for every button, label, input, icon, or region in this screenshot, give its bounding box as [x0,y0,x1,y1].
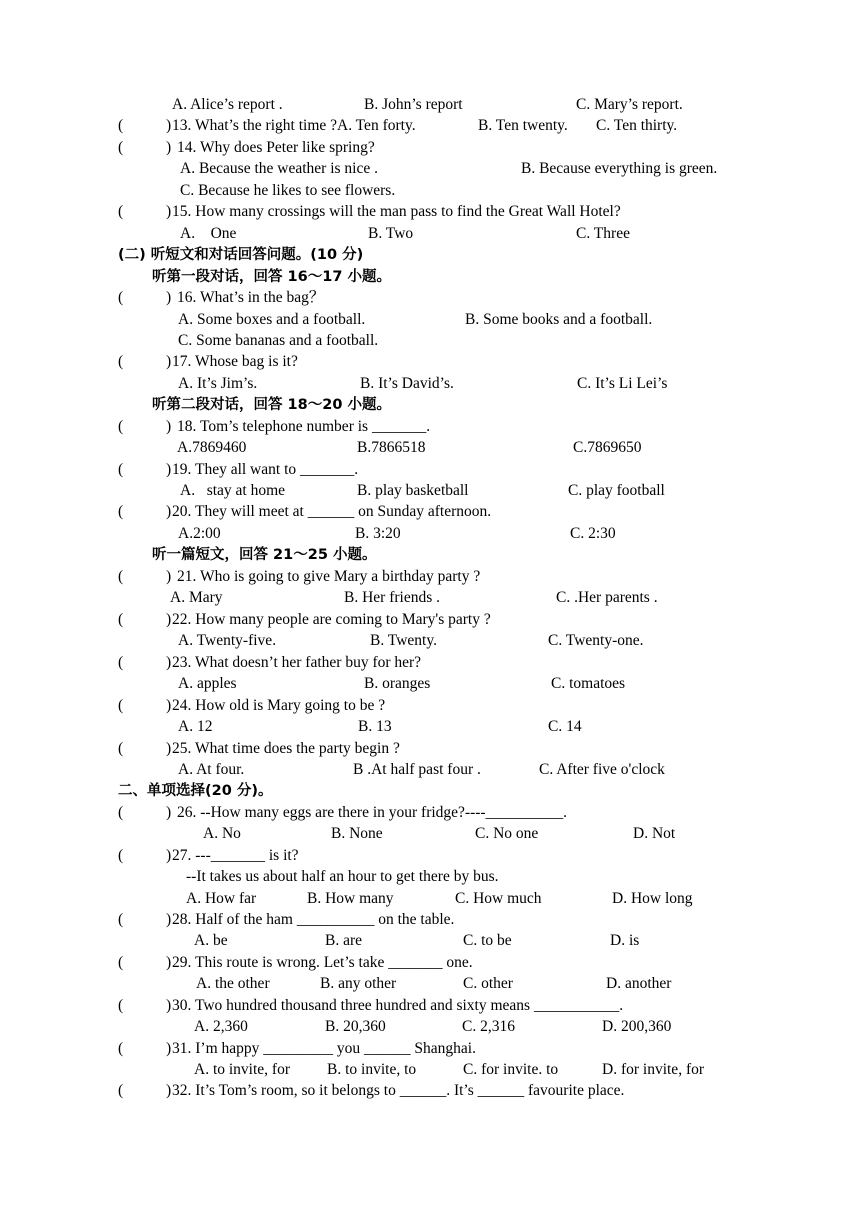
q23-stem: 23. What doesn’t her father buy for her? [172,654,422,671]
q31-option-d: D. for invite, for [602,1061,705,1078]
answer-paren-close: ) [166,117,172,134]
q28-stem: 28. Half of the ham __________ on the table. [172,911,455,928]
q18-option-b: B.7866518 [357,439,426,456]
q27-stem: 27. ---_______ is it? [172,847,299,864]
q17-stem: 17. Whose bag is it? [172,353,298,370]
q21-stem: 21. Who is going to give Mary a birthday party ? [177,568,481,585]
answer-paren-open: ( [118,611,124,628]
answer-paren-close: ) [166,289,172,306]
q21-option-a: A. Mary [170,589,223,606]
q19-option-c: C. play football [568,482,665,499]
q12-option-c: C. Mary’s report. [576,96,683,113]
answer-paren-open: ( [118,117,124,134]
q31-option-c: C. for invite. to [463,1061,559,1078]
answer-paren-open: ( [118,954,124,971]
answer-paren-open: ( [118,203,124,220]
q14-option-b: B. Because everything is green. [521,160,718,177]
q17-option-a: A. It’s Jim’s. [178,375,258,392]
answer-paren-open: ( [118,697,124,714]
q20-option-a: A.2:00 [178,525,221,542]
q26-option-a: A. No [203,825,241,842]
q20-option-c: C. 2:30 [570,525,616,542]
q21-option-c: C. .Her parents . [556,589,658,606]
q26-stem: 26. --How many eggs are there in your fridge?----__________. [177,804,567,821]
q18-option-a: A.7869460 [177,439,247,456]
q16-option-a: A. Some boxes and a football. [178,311,366,328]
q12-option-b: B. John’s report [364,96,463,113]
q28-option-a: A. be [194,932,228,949]
q19-option-b: B. play basketball [357,482,469,499]
q16-option-c: C. Some bananas and a football. [178,332,379,349]
q15-option-b: B. Two [368,225,414,242]
q13-option-c: C. Ten thirty. [596,117,678,134]
answer-paren-open: ( [118,139,124,156]
answer-paren-open: ( [118,847,124,864]
q22-option-a: A. Twenty-five. [178,632,277,649]
dialog-instruction: 听第二段对话，回答 18～20 小题。 [152,397,391,413]
q26-option-c: C. No one [475,825,539,842]
answer-paren-close: ) [166,461,172,478]
answer-paren-open: ( [118,503,124,520]
answer-paren-close: ) [166,1082,172,1099]
section-heading: 二、单项选择(20 分)。 [118,783,273,799]
q32-stem: 32. It’s Tom’s room, so it belongs to ______. It’s ______ favourite place. [172,1082,625,1099]
q30-option-d: D. 200,360 [602,1018,672,1035]
q29-option-a: A. the other [196,975,270,992]
q30-option-b: B. 20,360 [325,1018,386,1035]
q17-option-c: C. It’s Li Lei’s [577,375,668,392]
answer-paren-close: ) [166,568,172,585]
answer-paren-close: ) [166,654,172,671]
answer-paren-close: ) [166,697,172,714]
q14-option-c: C. Because he likes to see flowers. [180,182,396,199]
q12-option-a: A. Alice’s report . [172,96,283,113]
q20-option-b: B. 3:20 [355,525,401,542]
q29-option-b: B. any other [320,975,397,992]
q21-option-b: B. Her friends . [344,589,440,606]
q13-stem: 13. What’s the right time ?A. Ten forty. [172,117,416,134]
q26-option-b: B. None [331,825,383,842]
section-heading: (二) 听短文和对话回答问题。(10 分) [118,247,364,263]
answer-paren-open: ( [118,353,124,370]
q23-option-c: C. tomatoes [551,675,626,692]
answer-paren-open: ( [118,568,124,585]
answer-paren-close: ) [166,911,172,928]
answer-paren-close: ) [166,353,172,370]
answer-paren-close: ) [166,418,172,435]
answer-paren-close: ) [166,611,172,628]
q23-option-a: A. apples [178,675,237,692]
q27-option-d: D. How long [612,890,693,907]
q28-option-b: B. are [325,932,363,949]
q17-option-b: B. It’s David’s. [360,375,454,392]
answer-paren-open: ( [118,418,124,435]
q25-stem: 25. What time does the party begin ? [172,740,400,757]
answer-paren-open: ( [118,1040,124,1057]
answer-paren-open: ( [118,997,124,1014]
answer-paren-close: ) [166,997,172,1014]
answer-paren-open: ( [118,804,124,821]
answer-paren-open: ( [118,654,124,671]
q31-option-b: B. to invite, to [327,1061,417,1078]
q13-option-b: B. Ten twenty. [478,117,568,134]
q30-stem: 30. Two hundred thousand three hundred and sixty means ___________. [172,997,624,1014]
q20-stem: 20. They will meet at ______ on Sunday afternoon. [172,503,492,520]
answer-paren-open: ( [118,740,124,757]
answer-paren-close: ) [166,954,172,971]
q29-stem: 29. This route is wrong. Let’s take _______ one. [172,954,473,971]
answer-paren-close: ) [166,847,172,864]
q22-stem: 22. How many people are coming to Mary's party ? [172,611,491,628]
q28-option-d: D. is [610,932,640,949]
q27-option-a: A. How far [186,890,257,907]
q16-stem: 16. What’s in the bag？ [177,289,325,306]
answer-paren-open: ( [118,289,124,306]
q24-option-c: C. 14 [548,718,582,735]
q19-option-a: A. stay at home [180,482,286,499]
q22-option-b: B. Twenty. [370,632,437,649]
q15-stem: 15. How many crossings will the man pass to find the Great Wall Hotel? [172,203,621,220]
q28-option-c: C. to be [463,932,512,949]
q27-option-b: B. How many [307,890,394,907]
q31-stem: 31. I’m happy _________ you ______ Shanghai. [172,1040,476,1057]
answer-paren-close: ) [166,804,172,821]
answer-paren-close: ) [166,203,172,220]
q23-option-b: B. oranges [364,675,431,692]
q26-option-d: D. Not [633,825,676,842]
answer-paren-open: ( [118,461,124,478]
answer-paren-open: ( [118,1082,124,1099]
q30-option-a: A. 2,360 [194,1018,248,1035]
q29-option-d: D. another [606,975,672,992]
q24-option-a: A. 12 [178,718,213,735]
q25-option-c: C. After five o'clock [539,761,665,778]
q18-stem: 18. Tom’s telephone number is _______. [177,418,431,435]
q25-option-b: B .At half past four . [353,761,481,778]
answer-paren-open: ( [118,911,124,928]
q15-option-c: C. Three [576,225,630,242]
answer-paren-close: ) [166,503,172,520]
passage-instruction: 听一篇短文，回答 21～25 小题。 [152,547,377,563]
dialog-instruction: 听第一段对话，回答 16～17 小题。 [152,269,391,285]
q24-stem: 24. How old is Mary going to be ? [172,697,386,714]
answer-paren-close: ) [166,740,172,757]
answer-paren-close: ) [166,1040,172,1057]
q14-option-a: A. Because the weather is nice . [180,160,378,177]
q29-option-c: C. other [463,975,513,992]
answer-paren-close: ) [166,139,172,156]
q31-option-a: A. to invite, for [194,1061,290,1078]
q24-option-b: B. 13 [358,718,392,735]
q16-option-b: B. Some books and a football. [465,311,653,328]
q27-response: --It takes us about half an hour to get there by bus. [186,868,499,885]
q14-stem: 14. Why does Peter like spring? [177,139,375,156]
q19-stem: 19. They all want to _______. [172,461,359,478]
q18-option-c: C.7869650 [573,439,642,456]
q25-option-a: A. At four. [178,761,245,778]
q30-option-c: C. 2,316 [462,1018,515,1035]
q27-option-c: C. How much [455,890,542,907]
q15-option-a: A. One [180,225,237,242]
q22-option-c: C. Twenty-one. [548,632,644,649]
